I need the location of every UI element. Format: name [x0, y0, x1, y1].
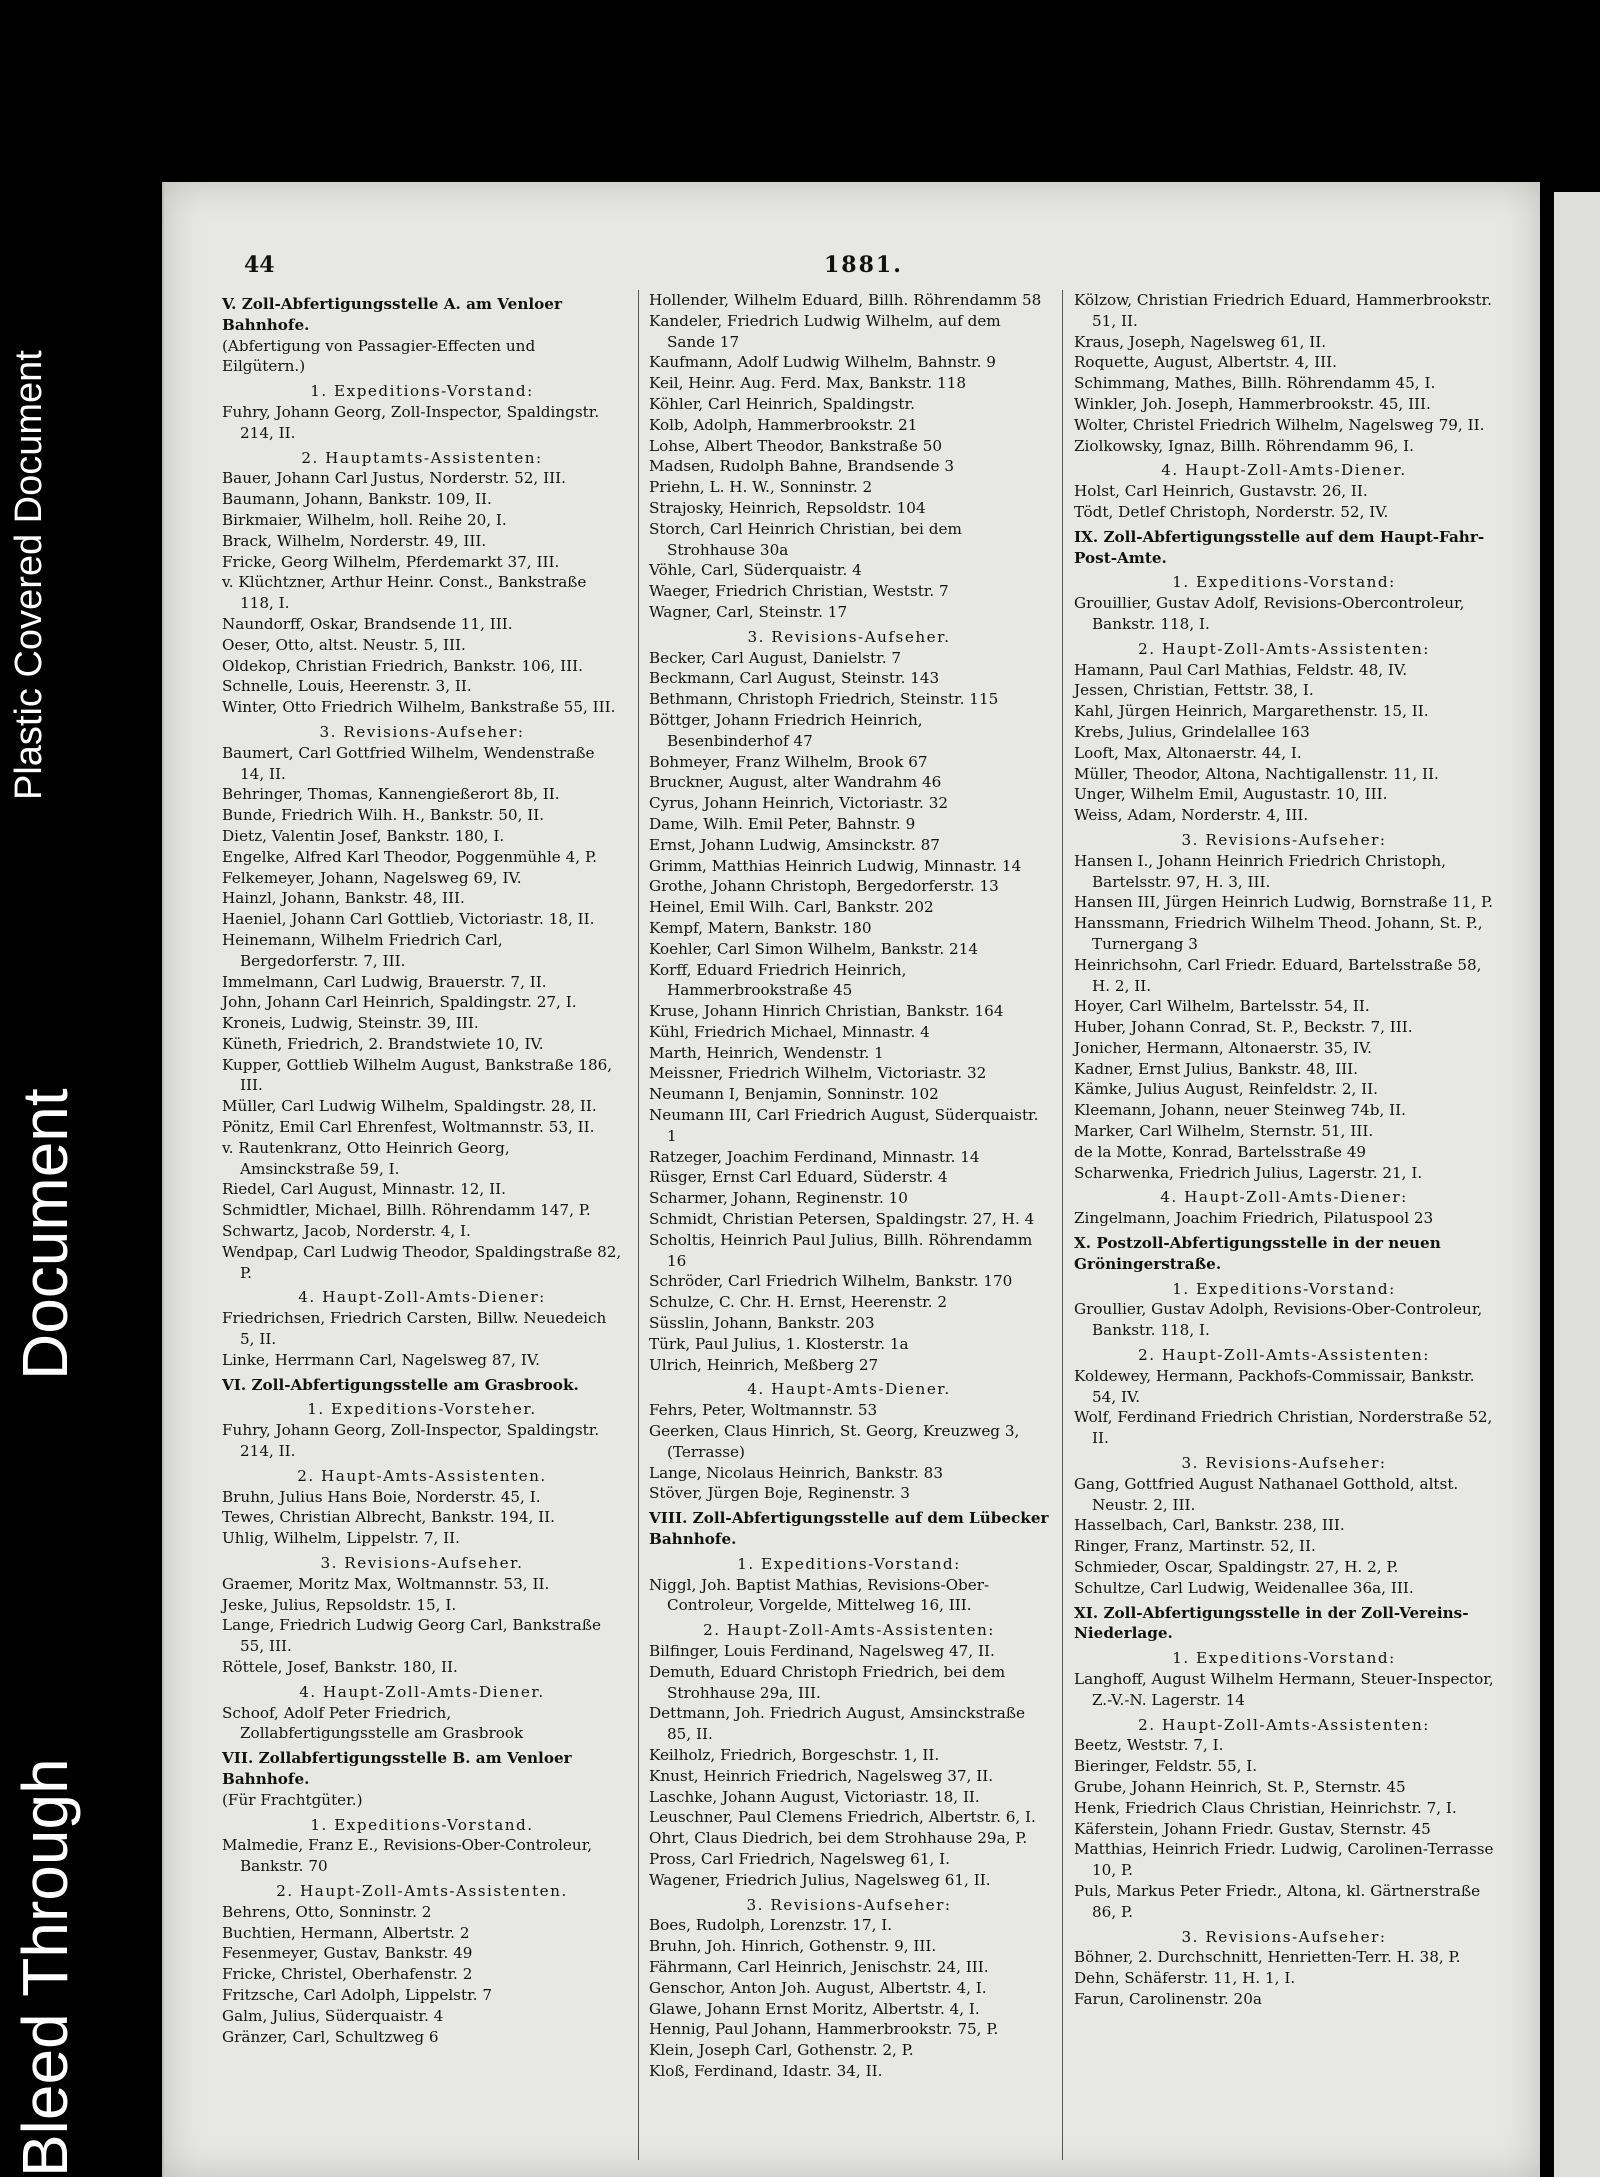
directory-entry: Neumann I, Benjamin, Sonninstr. 102: [649, 1085, 939, 1104]
directory-entry: Neumann III, Carl Friedrich August, Süderquaistr. 1: [649, 1106, 1039, 1145]
directory-entry: Groullier, Gustav Adolph, Revisions-Ober-Controleur, Bankstr. 118, I.: [1074, 1300, 1483, 1340]
group-heading: 2. Haupt-Amts-Assistenten.: [297, 1466, 547, 1485]
directory-entry: Scharmer, Johann, Reginenstr. 10: [649, 1189, 908, 1208]
directory-entry: Ulrich, Heinrich, Meßberg 27: [649, 1355, 879, 1374]
directory-entry: Baumert, Carl Gottfried Wilhelm, Wendenstraße 14, II.: [222, 743, 595, 783]
directory-entry: Fesenmeyer, Gustav, Bankstr. 49: [222, 1944, 473, 1963]
section-title: VII. Zollabfertigungsstelle B. am Venloer Bahnhofe.: [222, 1749, 572, 1788]
directory-entry: Demuth, Eduard Christoph Friedrich, bei dem Strohhause 29a, III.: [649, 1662, 1006, 1702]
directory-entry: Immelmann, Carl Ludwig, Brauerstr. 7, II.: [222, 972, 547, 991]
directory-entry: Fritzsche, Carl Adolph, Lippelstr. 7: [222, 1985, 492, 2004]
directory-entry: de la Motte, Konrad, Bartelsstraße 49: [1074, 1142, 1367, 1161]
group-heading: 1. Expeditions-Vorstand:: [1172, 1279, 1396, 1298]
side-label-document: Document: [9, 1088, 81, 1380]
directory-entry: Schulze, C. Chr. H. Ernst, Heerenstr. 2: [649, 1293, 947, 1312]
section-title: VI. Zoll-Abfertigungsstelle am Grasbrook.: [222, 1375, 579, 1394]
directory-entry: John, Johann Carl Heinrich, Spaldingstr. 27, I.: [222, 993, 577, 1012]
directory-entry: Rüsger, Ernst Carl Eduard, Süderstr. 4: [649, 1168, 948, 1187]
directory-entry: Schoof, Adolf Peter Friedrich, Zollabfertigungsstelle am Grasbrook: [222, 1703, 524, 1743]
directory-entry: Lange, Nicolaus Heinrich, Bankstr. 83: [649, 1463, 943, 1482]
directory-entry: Puls, Markus Peter Friedr., Altona, kl. Gärtnerstraße 86, P.: [1074, 1881, 1481, 1921]
directory-entry: Küneth, Friedrich, 2. Brandstwiete 10, IV.: [222, 1034, 544, 1053]
directory-entry: Fuhry, Johann Georg, Zoll-Inspector, Spaldingstr. 214, II.: [222, 1421, 600, 1461]
directory-entry: Becker, Carl August, Danielstr. 7: [649, 648, 902, 667]
group-heading: 1. Expeditions-Vorstand:: [1172, 573, 1396, 592]
group-heading: 4. Haupt-Amts-Diener.: [747, 1380, 951, 1399]
group-heading: 4. Haupt-Zoll-Amts-Diener.: [1161, 461, 1407, 480]
directory-entry: Behrens, Otto, Sonninstr. 2: [222, 1902, 432, 1921]
directory-entry: Tödt, Detlef Christoph, Norderstr. 52, IV.: [1074, 502, 1389, 521]
directory-entry: Ohrt, Claus Diedrich, bei dem Strohhause 29a, P.: [649, 1829, 1028, 1848]
section-title: XI. Zoll-Abfertigungsstelle in der Zoll-Vereins-Niederlage.: [1074, 1603, 1469, 1643]
directory-entry: Fährmann, Carl Heinrich, Jenischstr. 24, III.: [649, 1957, 989, 1976]
directory-entry: Pönitz, Emil Carl Ehrenfest, Woltmannstr. 53, II.: [222, 1118, 595, 1137]
directory-entry: Cyrus, Johann Heinrich, Victoriastr. 32: [649, 794, 949, 813]
directory-entry: Grouillier, Gustav Adolf, Revisions-Obercontroleur, Bankstr. 118, I.: [1074, 594, 1465, 633]
directory-entry: Kolb, Adolph, Hammerbrookstr. 21: [649, 415, 918, 434]
group-heading: 3. Revisions-Aufseher:: [1181, 830, 1387, 849]
directory-entry: Unger, Wilhelm Emil, Augustastr. 10, III.: [1074, 785, 1388, 804]
directory-entry: Bunde, Friedrich Wilh. H., Bankstr. 50, II.: [222, 806, 545, 825]
directory-entry: Winter, Otto Friedrich Wilhelm, Bankstraße 55, III.: [222, 698, 616, 717]
directory-entry: Genschor, Anton Joh. August, Albertstr. 4, I.: [649, 1978, 987, 1997]
directory-entry: Kämke, Julius August, Reinfeldstr. 2, II.: [1074, 1080, 1378, 1099]
directory-entry: Pross, Carl Friedrich, Nagelsweg 61, I.: [649, 1849, 950, 1868]
directory-entry: Koldewey, Hermann, Packhofs-Commissair, Bankstr. 54, IV.: [1074, 1366, 1475, 1406]
directory-entry: Boes, Rudolph, Lorenzstr. 17, I.: [649, 1916, 893, 1935]
group-heading: 2. Hauptamts-Assistenten:: [301, 448, 543, 467]
directory-entry: Vöhle, Carl, Süderquaistr. 4: [649, 561, 862, 580]
group-heading: 4. Haupt-Zoll-Amts-Diener:: [298, 1288, 546, 1307]
directory-entry: Holst, Carl Heinrich, Gustavstr. 26, II.: [1074, 482, 1368, 501]
group-heading: 1. Expeditions-Vorstand:: [1172, 1649, 1396, 1668]
group-heading: 1. Expeditions-Vorsteher.: [307, 1400, 537, 1419]
directory-entry: Kleemann, Johann, neuer Steinweg 74b, II.: [1074, 1101, 1406, 1120]
directory-entry: Hollender, Wilhelm Eduard, Billh. Röhrendamm 58: [649, 291, 1042, 309]
directory-entry: Geerken, Claus Hinrich, St. Georg, Kreuzweg 3, (Terrasse): [649, 1422, 1020, 1461]
directory-entry: Müller, Carl Ludwig Wilhelm, Spaldingstr. 28, II.: [222, 1097, 597, 1116]
group-heading: 4. Haupt-Zoll-Amts-Diener:: [1160, 1188, 1408, 1207]
directory-entry: Schimmang, Mathes, Billh. Röhrendamm 45, I.: [1074, 374, 1436, 393]
group-heading: 2. Haupt-Zoll-Amts-Assistenten:: [1138, 639, 1430, 658]
directory-entry: Korff, Eduard Friedrich Heinrich, Hammerbrookstraße 45: [649, 960, 907, 1000]
directory-entry: Koehler, Carl Simon Wilhelm, Bankstr. 214: [649, 939, 979, 958]
directory-entry: Fuhry, Johann Georg, Zoll-Inspector, Spaldingstr. 214, II.: [222, 402, 600, 442]
directory-entry: Henk, Friedrich Claus Christian, Heinrichstr. 7, I.: [1074, 1798, 1457, 1817]
directory-entry: Ernst, Johann Ludwig, Amsinckstr. 87: [649, 835, 940, 854]
directory-entry: Looft, Max, Altonaerstr. 44, I.: [1074, 743, 1302, 762]
group-heading: 2. Haupt-Zoll-Amts-Assistenten:: [1138, 1346, 1430, 1365]
directory-entry: Wagener, Friedrich Julius, Nagelsweg 61, II.: [649, 1870, 991, 1889]
directory-entry: Kempf, Matern, Bankstr. 180: [649, 918, 872, 937]
group-heading: 3. Revisions-Aufseher.: [747, 627, 951, 646]
directory-entry: Türk, Paul Julius, 1. Klosterstr. 1a: [649, 1334, 909, 1353]
directory-entry: Krebs, Julius, Grindelallee 163: [1074, 722, 1310, 741]
directory-entry: Wendpap, Carl Ludwig Theodor, Spaldingstraße 82, P.: [222, 1242, 622, 1282]
directory-entry: Strajosky, Heinrich, Repsoldstr. 104: [649, 498, 926, 517]
directory-entry: Niggl, Joh. Baptist Mathias, Revisions-Ober-Controleur, Vorgelde, Mittelweg 16, III.: [649, 1575, 990, 1615]
directory-entry: Kahl, Jürgen Heinrich, Margarethenstr. 15, II.: [1074, 702, 1429, 721]
directory-entry: Dehn, Schäferstr. 11, H. 1, I.: [1074, 1969, 1296, 1988]
directory-entry: Jessen, Christian, Fettstr. 38, I.: [1074, 681, 1314, 700]
directory-entry: Glawe, Johann Ernst Moritz, Albertstr. 4, I.: [649, 1999, 980, 2018]
directory-entry: Schwartz, Jacob, Norderstr. 4, I.: [222, 1222, 471, 1241]
directory-entry: Stöver, Jürgen Boje, Reginenstr. 3: [649, 1484, 910, 1503]
directory-entry: Kölzow, Christian Friedrich Eduard, Hammerbrookstr. 51, II.: [1074, 291, 1492, 330]
directory-entry: Beetz, Weststr. 7, I.: [1074, 1736, 1224, 1755]
directory-entry: Tewes, Christian Albrecht, Bankstr. 194, II.: [222, 1508, 555, 1527]
directory-entry: Ringer, Franz, Martinstr. 52, II.: [1074, 1537, 1316, 1556]
directory-entry: Dame, Wilh. Emil Peter, Bahnstr. 9: [649, 814, 916, 833]
directory-entry: Kruse, Johann Hinrich Christian, Bankstr. 164: [649, 1002, 1004, 1021]
directory-entry: Oeser, Otto, altst. Neustr. 5, III.: [222, 635, 466, 654]
group-heading: 1. Expeditions-Vorstand:: [737, 1554, 961, 1573]
directory-entry: Laschke, Johann August, Victoriastr. 18, II.: [649, 1787, 980, 1806]
directory-entry: Schmidt, Christian Petersen, Spaldingstr. 27, H. 4: [649, 1210, 1035, 1229]
directory-entry: Heinemann, Wilhelm Friedrich Carl, Bergedorferstr. 7, III.: [222, 930, 503, 970]
group-heading: 1. Expeditions-Vorstand:: [310, 382, 534, 401]
directory-entry: Winkler, Joh. Joseph, Hammerbrookstr. 45, III.: [1074, 394, 1431, 413]
directory-entry: Hennig, Paul Johann, Hammerbrookstr. 75, P.: [649, 2020, 999, 2039]
directory-entry: Storch, Carl Heinrich Christian, bei dem Strohhause 30a: [649, 519, 962, 559]
directory-entry: Süsslin, Johann, Bankstr. 203: [649, 1314, 875, 1333]
directory-entry: Baumann, Johann, Bankstr. 109, II.: [222, 490, 492, 509]
column-1: [222, 290, 622, 2047]
group-heading: 3. Revisions-Aufseher:: [1181, 1454, 1387, 1473]
section-title: IX. Zoll-Abfertigungsstelle auf dem Haupt-Fahr-Post-Amte.: [1074, 527, 1485, 567]
directory-entry: Keilholz, Friedrich, Borgeschstr. 1, II.: [649, 1745, 940, 1764]
directory-entry: Madsen, Rudolph Bahne, Brandsende 3: [649, 457, 954, 476]
side-label-bleed-through: Bleed Through: [9, 1758, 81, 2177]
group-heading: 2. Haupt-Zoll-Amts-Assistenten.: [276, 1881, 568, 1900]
directory-entry: Farun, Carolinenstr. 20a: [1074, 1989, 1262, 2008]
adjacent-page-edge: [1554, 192, 1600, 2177]
directory-entry: Bruhn, Joh. Hinrich, Gothenstr. 9, III.: [649, 1937, 937, 1956]
directory-entry: Felkemeyer, Johann, Nagelsweg 69, IV.: [222, 868, 522, 887]
directory-entry: Böhner, 2. Durchschnitt, Henrietten-Terr. H. 38, P.: [1074, 1948, 1461, 1967]
directory-entry: Ziolkowsky, Ignaz, Billh. Röhrendamm 96, I.: [1074, 436, 1414, 455]
directory-entry: Malmedie, Franz E., Revisions-Ober-Controleur, Bankstr. 70: [222, 1836, 593, 1876]
directory-entry: Kupper, Gottlieb Wilhelm August, Bankstraße 186, III.: [222, 1055, 613, 1095]
directory-entry: Bohmeyer, Franz Wilhelm, Brook 67: [649, 752, 928, 771]
directory-entry: Riedel, Carl August, Minnastr. 12, II.: [222, 1180, 506, 1199]
section-note: (Für Frachtgüter.): [222, 1790, 363, 1809]
directory-entry: Naundorff, Oskar, Brandsende 11, III.: [222, 614, 513, 633]
section-note: (Abfertigung von Passagier-Effecten und Eilgütern.): [222, 336, 536, 376]
group-heading: 2. Haupt-Zoll-Amts-Assistenten:: [703, 1621, 995, 1640]
directory-entry: Lohse, Albert Theodor, Bankstraße 50: [649, 436, 943, 455]
page-number: 44: [244, 252, 275, 278]
directory-entry: Engelke, Alfred Karl Theodor, Poggenmühle 4, P.: [222, 847, 597, 866]
directory-entry: Bieringer, Feldstr. 55, I.: [1074, 1757, 1258, 1776]
directory-entry: Jeske, Julius, Repsoldstr. 15, I.: [222, 1595, 457, 1614]
directory-entry: Weiss, Adam, Norderstr. 4, III.: [1074, 806, 1309, 825]
directory-entry: v. Klüchtzner, Arthur Heinr. Const., Bankstraße 118, I.: [222, 573, 587, 613]
directory-entry: Kadner, Ernst Julius, Bankstr. 48, III.: [1074, 1059, 1358, 1078]
directory-entry: Keil, Heinr. Aug. Ferd. Max, Bankstr. 118: [649, 374, 967, 393]
directory-entry: Meissner, Friedrich Wilhelm, Victoriastr. 32: [649, 1064, 987, 1083]
directory-entry: Bilfinger, Louis Ferdinand, Nagelsweg 47, II.: [649, 1642, 995, 1660]
directory-entry: Uhlig, Wilhelm, Lippelstr. 7, II.: [222, 1529, 460, 1548]
directory-entry: Dettmann, Joh. Friedrich August, Amsinckstraße 85, II.: [649, 1704, 1025, 1744]
directory-entry: Brack, Wilhelm, Norderstr. 49, III.: [222, 531, 487, 550]
directory-entry: Gang, Gottfried August Nathanael Gotthold, altst. Neustr. 2, III.: [1074, 1474, 1459, 1514]
directory-entry: Jonicher, Hermann, Altonaerstr. 35, IV.: [1074, 1038, 1372, 1057]
directory-entry: Wolf, Ferdinand Friedrich Christian, Norderstraße 52, II.: [1074, 1408, 1493, 1448]
directory-entry: Graemer, Moritz Max, Woltmannstr. 53, II.: [222, 1574, 550, 1593]
directory-entry: Klein, Joseph Carl, Gothenstr. 2, P.: [649, 2041, 914, 2060]
directory-entry: Müller, Theodor, Altona, Nachtigallenstr. 11, II.: [1074, 764, 1439, 783]
column-3: [1074, 290, 1494, 2010]
directory-entry: v. Rautenkranz, Otto Heinrich Georg, Amsinckstraße 59, I.: [222, 1138, 510, 1178]
directory-entry: Köhler, Carl Heinrich, Spaldingstr.: [649, 394, 915, 413]
directory-entry: Lange, Friedrich Ludwig Georg Carl, Bankstraße 55, III.: [222, 1616, 601, 1656]
directory-entry: Huber, Johann Conrad, St. P., Beckstr. 7, III.: [1074, 1018, 1413, 1037]
directory-entry: Schmidtler, Michael, Billh. Röhrendamm 147, P.: [222, 1201, 591, 1220]
directory-entry: Kroneis, Ludwig, Steinstr. 39, III.: [222, 1014, 479, 1033]
directory-entry: Heinel, Emil Wilh. Carl, Bankstr. 202: [649, 898, 934, 917]
column-2: [649, 290, 1049, 2082]
directory-entry: Grimm, Matthias Heinrich Ludwig, Minnastr. 14: [649, 856, 1022, 875]
directory-entry: Scholtis, Heinrich Paul Julius, Billh. Röhrendamm 16: [649, 1230, 1033, 1270]
directory-entry: Ratzeger, Joachim Ferdinand, Minnastr. 14: [649, 1147, 980, 1166]
column-divider: [1062, 290, 1063, 2160]
directory-entry: Zingelmann, Joachim Friedrich, Pilatuspool 23: [1074, 1209, 1434, 1228]
directory-entry: Schmieder, Oscar, Spaldingstr. 27, H. 2, P.: [1074, 1558, 1399, 1577]
directory-entry: Hanssmann, Friedrich Wilhelm Theod. Johann, St. P., Turnergang 3: [1074, 914, 1483, 953]
directory-entry: Hamann, Paul Carl Mathias, Feldstr. 48, IV.: [1074, 660, 1408, 679]
group-heading: 2. Haupt-Zoll-Amts-Assistenten:: [1138, 1715, 1430, 1734]
directory-page: [162, 182, 1540, 2177]
directory-entry: Röttele, Josef, Bankstr. 180, II.: [222, 1658, 458, 1676]
directory-entry: Oldekop, Christian Friedrich, Bankstr. 106, III.: [222, 656, 583, 675]
directory-entry: Böttger, Johann Friedrich Heinrich, Besenbinderhof 47: [649, 710, 923, 750]
directory-entry: Heinrichsohn, Carl Friedr. Eduard, Bartelsstraße 58, H. 2, II.: [1074, 955, 1482, 995]
side-label-plastic-covered: Plastic Covered Document: [8, 350, 50, 800]
group-heading: 3. Revisions-Aufseher:: [1181, 1927, 1387, 1946]
directory-entry: Matthias, Heinrich Friedr. Ludwig, Carolinen-Terrasse 10, P.: [1074, 1840, 1494, 1880]
directory-entry: Birkmaier, Wilhelm, holl. Reihe 20, I.: [222, 510, 507, 529]
directory-entry: Hansen I., Johann Heinrich Friedrich Christoph, Bartelsstr. 97, H. 3, III.: [1074, 851, 1447, 891]
directory-entry: Hainzl, Johann, Bankstr. 48, III.: [222, 889, 465, 908]
directory-entry: Schultze, Carl Ludwig, Weidenallee 36a, III.: [1074, 1578, 1414, 1597]
directory-entry: Dietz, Valentin Josef, Bankstr. 180, I.: [222, 826, 505, 845]
directory-entry: Scharwenka, Friedrich Julius, Lagerstr. 21, I.: [1074, 1163, 1423, 1182]
directory-entry: Bruhn, Julius Hans Boie, Norderstr. 45, I.: [222, 1487, 541, 1506]
directory-entry: Kaufmann, Adolf Ludwig Wilhelm, Bahnstr. 9: [649, 353, 996, 372]
directory-entry: Priehn, L. H. W., Sonninstr. 2: [649, 478, 873, 497]
directory-entry: Bauer, Johann Carl Justus, Norderstr. 52, III.: [222, 469, 566, 488]
directory-entry: Buchtien, Hermann, Albertstr. 2: [222, 1923, 470, 1942]
directory-entry: Wolter, Christel Friedrich Wilhelm, Nagelsweg 79, II.: [1074, 415, 1485, 434]
group-heading: 3. Revisions-Aufseher.: [320, 1554, 524, 1573]
column-divider: [638, 290, 639, 2160]
directory-entry: Grube, Johann Heinrich, St. P., Sternstr. 45: [1074, 1777, 1406, 1796]
directory-entry: Marker, Carl Wilhelm, Sternstr. 51, III.: [1074, 1122, 1374, 1141]
directory-entry: Marth, Heinrich, Wendenstr. 1: [649, 1043, 884, 1062]
directory-entry: Roquette, August, Albertstr. 4, III.: [1074, 353, 1337, 372]
directory-entry: Bethmann, Christoph Friedrich, Steinstr. 115: [649, 690, 999, 709]
section-title: V. Zoll-Abfertigungsstelle A. am Venloer Bahnhofe.: [222, 295, 562, 334]
directory-entry: Käferstein, Johann Friedr. Gustav, Sternstr. 45: [1074, 1819, 1431, 1838]
directory-entry: Wagner, Carl, Steinstr. 17: [649, 602, 848, 621]
directory-entry: Behringer, Thomas, Kannengießerort 8b, II.: [222, 785, 560, 804]
directory-entry: Kloß, Ferdinand, Idastr. 34, II.: [649, 2061, 883, 2080]
group-heading: 1. Expeditions-Vorstand.: [310, 1815, 534, 1834]
directory-entry: Kühl, Friedrich Michael, Minnastr. 4: [649, 1022, 930, 1041]
directory-entry: Kandeler, Friedrich Ludwig Wilhelm, auf dem Sande 17: [649, 311, 1001, 351]
directory-entry: Hansen III, Jürgen Heinrich Ludwig, Bornstraße 11, P.: [1074, 893, 1493, 912]
directory-entry: Fricke, Christel, Oberhafenstr. 2: [222, 1965, 473, 1984]
directory-entry: Hasselbach, Carl, Bankstr. 238, III.: [1074, 1516, 1345, 1535]
directory-entry: Friedrichsen, Friedrich Carsten, Billw. Neuedeich 5, II.: [222, 1309, 607, 1349]
directory-entry: Schröder, Carl Friedrich Wilhelm, Bankstr. 170: [649, 1272, 1013, 1291]
page-year: 1881.: [824, 252, 903, 278]
group-heading: 4. Haupt-Zoll-Amts-Diener.: [299, 1682, 545, 1701]
directory-entry: Haeniel, Johann Carl Gottlieb, Victoriastr. 18, II.: [222, 910, 595, 929]
directory-entry: Waeger, Friedrich Christian, Weststr. 7: [649, 582, 949, 601]
section-title: VIII. Zoll-Abfertigungsstelle auf dem Lübecker Bahnhofe.: [649, 1509, 1049, 1549]
directory-entry: Fehrs, Peter, Woltmannstr. 53: [649, 1401, 878, 1420]
directory-entry: Leuschner, Paul Clemens Friedrich, Albertstr. 6, I.: [649, 1808, 1036, 1827]
directory-entry: Fricke, Georg Wilhelm, Pferdemarkt 37, III.: [222, 552, 560, 571]
directory-entry: Hoyer, Carl Wilhelm, Bartelsstr. 54, II.: [1074, 997, 1370, 1016]
directory-entry: Schnelle, Louis, Heerenstr. 3, II.: [222, 677, 472, 696]
group-heading: 3. Revisions-Aufseher:: [746, 1895, 952, 1914]
directory-entry: Langhoff, August Wilhelm Hermann, Steuer-Inspector, Z.-V.-N. Lagerstr. 14: [1074, 1670, 1494, 1709]
directory-entry: Knust, Heinrich Friedrich, Nagelsweg 37, II.: [649, 1766, 994, 1785]
directory-entry: Kraus, Joseph, Nagelsweg 61, II.: [1074, 332, 1327, 351]
directory-entry: Galm, Julius, Süderquaistr. 4: [222, 2006, 444, 2025]
directory-entry: Grothe, Johann Christoph, Bergedorferstr. 13: [649, 877, 999, 896]
directory-entry: Beckmann, Carl August, Steinstr. 143: [649, 669, 940, 688]
directory-entry: Bruckner, August, alter Wandrahm 46: [649, 773, 942, 792]
section-title: X. Postzoll-Abfertigungsstelle in der neuen Gröningerstraße.: [1074, 1234, 1441, 1273]
directory-entry: Gränzer, Carl, Schultzweg 6: [222, 2027, 439, 2046]
group-heading: 3. Revisions-Aufseher:: [319, 722, 525, 741]
directory-entry: Linke, Herrmann Carl, Nagelsweg 87, IV.: [222, 1350, 540, 1369]
